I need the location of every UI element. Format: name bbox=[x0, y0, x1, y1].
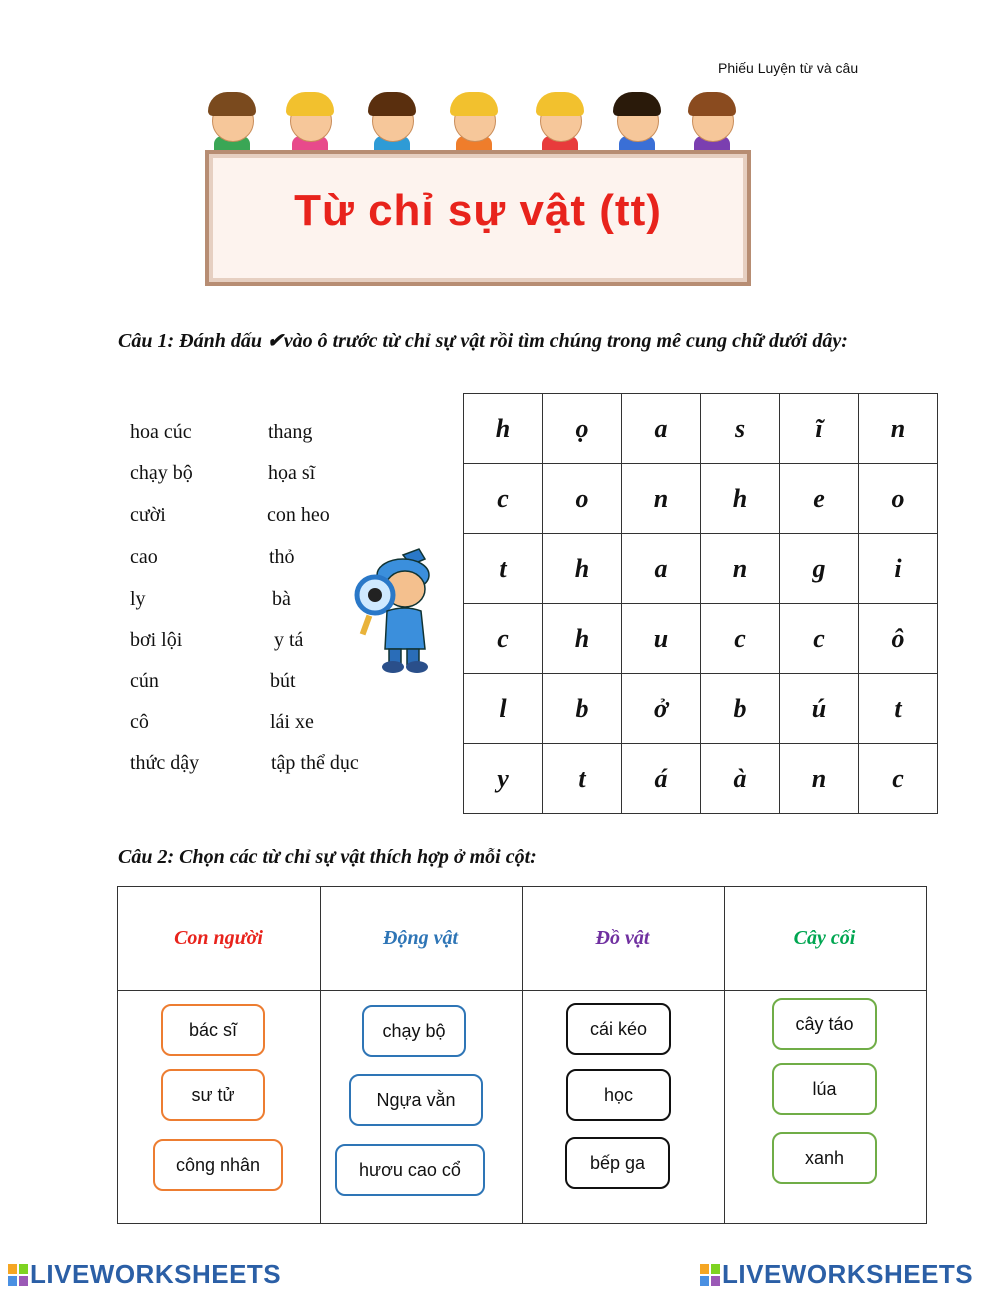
grid-cell[interactable]: u bbox=[622, 604, 701, 674]
grid-cell[interactable]: t bbox=[464, 534, 543, 604]
column-header-animals: Động vật bbox=[383, 927, 458, 949]
grid-cell[interactable]: n bbox=[859, 394, 938, 464]
grid-cell[interactable]: h bbox=[464, 394, 543, 464]
brand-text: LIVEWORKSHEETS bbox=[722, 1259, 974, 1289]
grid-row bbox=[464, 604, 938, 674]
word-chip[interactable]: cây táo bbox=[772, 998, 877, 1050]
word-chip[interactable]: sư tử bbox=[161, 1069, 265, 1121]
grid-cell[interactable]: s bbox=[701, 394, 780, 464]
grid-cell[interactable]: à bbox=[701, 744, 780, 814]
page-title: Từ chỉ sự vật (tt) bbox=[294, 186, 662, 235]
word-item[interactable]: cún bbox=[130, 670, 159, 692]
grid-cell[interactable]: n bbox=[622, 464, 701, 534]
word-item[interactable]: thức dậy bbox=[130, 752, 200, 774]
word-chip[interactable]: cái kéo bbox=[566, 1003, 671, 1055]
question-2: Câu 2: Chọn các từ chỉ sự vật thích hợp ở mỗi cột: bbox=[118, 846, 537, 868]
grid-cell[interactable]: c bbox=[780, 604, 859, 674]
brand-logo-left bbox=[8, 1259, 281, 1290]
word-chip[interactable]: Ngựa vằn bbox=[349, 1074, 483, 1126]
column-header-objects: Đồ vật bbox=[595, 927, 650, 949]
grid-cell[interactable]: h bbox=[543, 534, 622, 604]
word-item[interactable]: con heo bbox=[267, 504, 330, 526]
grid-cell[interactable]: ở bbox=[622, 674, 701, 744]
question-1: Câu 1: Đánh dấu ✔vào ô trước từ chỉ sự vật rồi tìm chúng trong mê cung chữ dưới dây: bbox=[118, 330, 848, 352]
grid-cell[interactable]: o bbox=[543, 464, 622, 534]
word-chip[interactable]: chạy bộ bbox=[362, 1005, 466, 1057]
grid-cell[interactable]: i bbox=[859, 534, 938, 604]
brand-logo-right bbox=[700, 1259, 973, 1290]
word-item[interactable]: bà bbox=[272, 588, 291, 610]
column-header-plants: Cây cối bbox=[793, 927, 856, 949]
word-chip[interactable]: học bbox=[566, 1069, 671, 1121]
grid-cell[interactable]: n bbox=[701, 534, 780, 604]
word-item[interactable]: lái xe bbox=[270, 711, 314, 733]
grid-cell[interactable]: ú bbox=[780, 674, 859, 744]
word-item[interactable]: bút bbox=[270, 670, 296, 692]
grid-cell[interactable]: b bbox=[701, 674, 780, 744]
detective-icon bbox=[345, 545, 445, 675]
word-item[interactable]: chạy bộ bbox=[130, 462, 193, 484]
word-chip[interactable]: bác sĩ bbox=[161, 1004, 265, 1056]
header-note: Phiếu Luyện từ và câu bbox=[718, 60, 859, 76]
grid-cell[interactable]: a bbox=[622, 534, 701, 604]
sorting-table bbox=[117, 886, 927, 1224]
column-header-people: Con người bbox=[174, 927, 263, 949]
grid-cell[interactable]: t bbox=[859, 674, 938, 744]
grid-cell[interactable]: e bbox=[780, 464, 859, 534]
kids-illustration bbox=[200, 88, 780, 158]
word-chip[interactable]: bếp ga bbox=[565, 1137, 670, 1189]
word-item[interactable]: tập thể dục bbox=[271, 752, 359, 774]
word-item[interactable]: cô bbox=[130, 711, 149, 733]
grid-cell[interactable]: o bbox=[859, 464, 938, 534]
word-item[interactable]: cười bbox=[130, 504, 166, 526]
word-item[interactable]: cao bbox=[130, 546, 158, 568]
grid-row bbox=[464, 674, 938, 744]
grid-row bbox=[464, 464, 938, 534]
grid-cell[interactable]: ọ bbox=[543, 394, 622, 464]
word-item[interactable]: y tá bbox=[274, 629, 304, 651]
grid-cell[interactable]: ô bbox=[859, 604, 938, 674]
word-chip[interactable]: hươu cao cổ bbox=[335, 1144, 485, 1196]
grid-row bbox=[464, 394, 938, 464]
grid-cell[interactable]: c bbox=[701, 604, 780, 674]
word-item[interactable]: thỏ bbox=[269, 546, 295, 568]
grid-cell[interactable]: c bbox=[859, 744, 938, 814]
word-item[interactable]: họa sĩ bbox=[268, 462, 316, 484]
grid-cell[interactable]: h bbox=[701, 464, 780, 534]
liveworksheets-icon bbox=[700, 1264, 720, 1286]
word-item[interactable]: bơi lội bbox=[130, 629, 183, 651]
grid-cell[interactable]: ĩ bbox=[780, 394, 859, 464]
word-item[interactable]: thang bbox=[268, 421, 313, 443]
grid-cell[interactable]: á bbox=[622, 744, 701, 814]
grid-cell[interactable]: n bbox=[780, 744, 859, 814]
grid-cell[interactable]: l bbox=[464, 674, 543, 744]
grid-cell[interactable]: c bbox=[464, 464, 543, 534]
word-chip[interactable]: xanh bbox=[772, 1132, 877, 1184]
letter-grid bbox=[463, 393, 938, 814]
grid-cell[interactable]: y bbox=[464, 744, 543, 814]
grid-cell[interactable]: h bbox=[543, 604, 622, 674]
grid-cell[interactable]: t bbox=[543, 744, 622, 814]
grid-cell[interactable]: c bbox=[464, 604, 543, 674]
liveworksheets-icon bbox=[8, 1264, 28, 1286]
word-chip[interactable]: lúa bbox=[772, 1063, 877, 1115]
word-item[interactable]: ly bbox=[130, 588, 146, 610]
grid-cell[interactable]: g bbox=[780, 534, 859, 604]
word-item[interactable]: hoa cúc bbox=[130, 421, 192, 443]
grid-cell[interactable]: b bbox=[543, 674, 622, 744]
title-board bbox=[205, 150, 751, 286]
word-chip[interactable]: công nhân bbox=[153, 1139, 283, 1191]
brand-text: LIVEWORKSHEETS bbox=[30, 1259, 282, 1289]
grid-row bbox=[464, 744, 938, 814]
grid-row bbox=[464, 534, 938, 604]
grid-cell[interactable]: a bbox=[622, 394, 701, 464]
